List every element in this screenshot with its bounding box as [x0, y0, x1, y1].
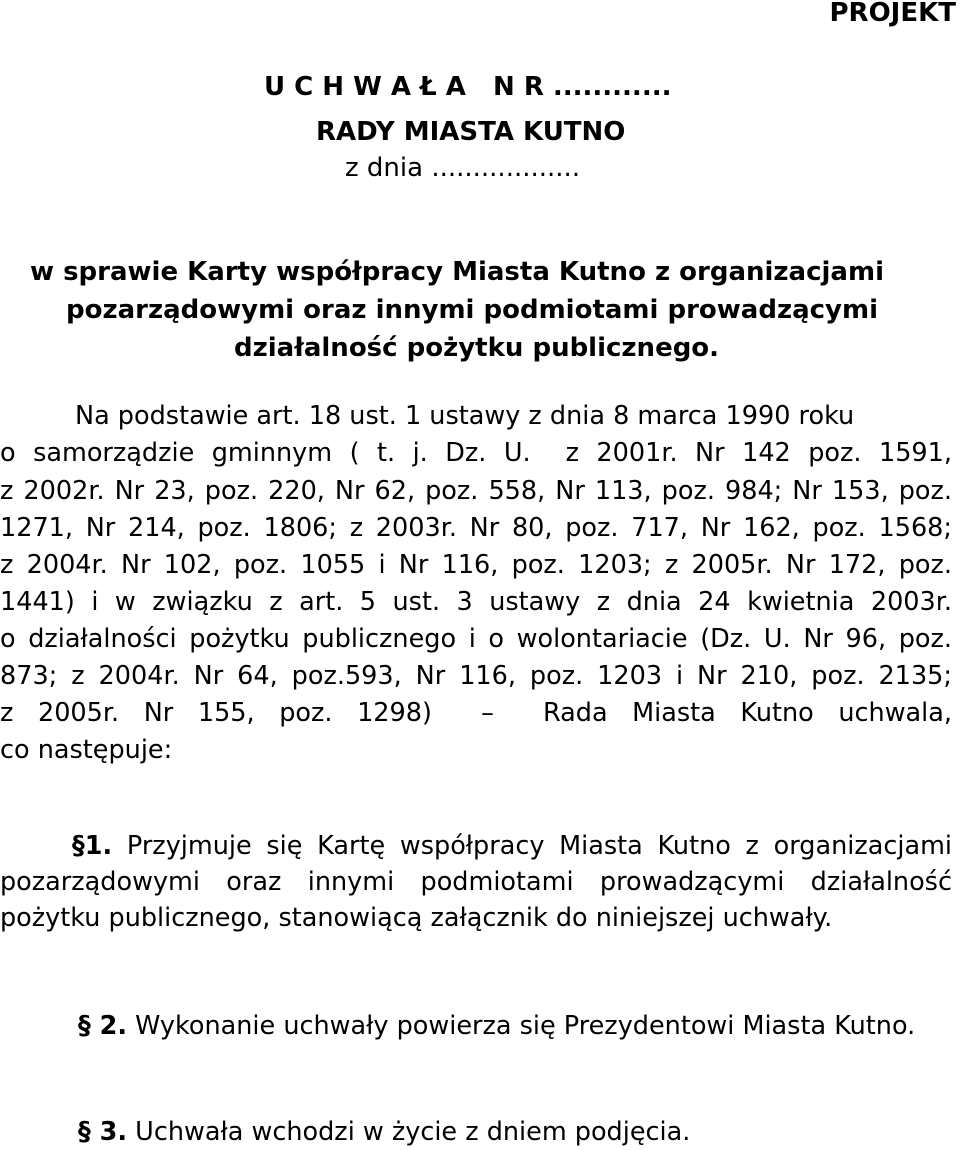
section-1-line [0, 831, 952, 861]
section-1-line: pozarządowymi oraz innymi podmiotami prowadzącymi działalność [0, 867, 952, 897]
legal-basis-line: z 2005r. Nr 155, poz. 1298) – Rada Miasta Kutno uchwala, [0, 698, 952, 728]
resolution-date: z dnia .................. [345, 153, 581, 183]
subject-line-2: pozarządowymi oraz innymi podmiotami prowadzącymi [66, 295, 878, 325]
legal-basis-line: 873; z 2004r. Nr 64, poz.593, Nr 116, poz. 1203 i Nr 210, poz. 2135; [0, 661, 952, 691]
legal-basis-closing: co następuje: [0, 735, 173, 765]
section-1-text: Przyjmuje się Kartę współpracy Miasta Kutno z organizacjami [126, 831, 952, 861]
section-2 [78, 1011, 915, 1041]
legal-basis-line: 1271, Nr 214, poz. 1806; z 2003r. Nr 80, poz. 717, Nr 162, poz. 1568; [0, 513, 952, 543]
council-name: RADY MIASTA KUTNO [316, 117, 626, 147]
section-3-text: Uchwała wchodzi w życie z dniem podjęcia. [135, 1117, 691, 1147]
projekt-label: PROJEKT [829, 0, 956, 28]
section-3-mark: § 3. [78, 1117, 128, 1147]
subject-line-3: działalność pożytku publicznego. [234, 333, 720, 363]
legal-basis-line: z 2002r. Nr 23, poz. 220, Nr 62, poz. 558, Nr 113, poz. 984; Nr 153, poz. [0, 476, 952, 506]
section-1-line: pożytku publicznego, stanowiącą załącznik do niniejszej uchwały. [0, 903, 833, 933]
subject-line-1: w sprawie Karty współpracy Miasta Kutno z organizacjami [30, 257, 884, 287]
section-2-mark: § 2. [78, 1011, 128, 1041]
legal-basis-line: o samorządzie gminnym ( t. j. Dz. U. z 2001r. Nr 142 poz. 1591, [0, 438, 952, 468]
section-1-mark: §1. [72, 831, 113, 861]
resolution-title: U C H W A Ł A N R ............ [264, 72, 672, 102]
legal-basis-line: o działalności pożytku publicznego i o wolontariacie (Dz. U. Nr 96, poz. [0, 624, 952, 654]
legal-basis-line: 1441) i w związku z art. 5 ust. 3 ustawy z dnia 24 kwietnia 2003r. [0, 587, 952, 617]
section-3 [78, 1117, 690, 1147]
legal-basis-line: Na podstawie art. 18 ust. 1 ustawy z dnia 8 marca 1990 roku [75, 401, 855, 431]
legal-basis-line: z 2004r. Nr 102, poz. 1055 i Nr 116, poz. 1203; z 2005r. Nr 172, poz. [0, 550, 952, 580]
section-2-text: Wykonanie uchwały powierza się Prezydentowi Miasta Kutno. [135, 1011, 916, 1041]
